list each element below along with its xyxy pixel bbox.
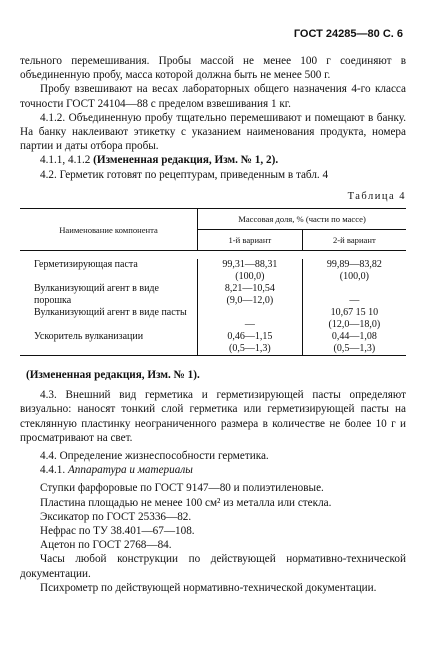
list-item: Нефрас по ТУ 38.401—67—108. [40, 525, 195, 538]
table-cell-v2: 0,44—1,08 (0,5—1,3) [302, 331, 406, 356]
table-cell-v1: 8,21—10,54 (9,0—12,0) [198, 283, 303, 307]
page-header: ГОСТ 24285—80 С. 6 [293, 28, 403, 40]
amendment-clause-numbers: 4.1.1, 4.1.2 [40, 154, 91, 167]
paragraph-4-4-1 [20, 463, 406, 477]
clause-title: Аппаратура и материалы [67, 464, 193, 477]
paragraph-4-3: 4.3. Внешний вид герметика и герметизирующей пасты определяют визуально: наносят тонкий слой герметика или герметизирующей пасты на стеклянную пластинку неограниченного размера в количестве не более 10 г и просматривают на свет. [20, 389, 406, 444]
column-header-variant-1: 1-й вариант [198, 230, 303, 251]
list-item: Психрометр по действующей нормативно-технической документации. [40, 581, 377, 594]
table-cell-v2: 99,89—83,82 (100,0) [302, 259, 406, 283]
table-4 [20, 208, 406, 356]
paragraph-continuation: тельного перемешивания. Пробы массой не менее 100 г соединяют в объединенную пробу, масса которой должна быть не менее 500 г. [20, 55, 406, 82]
table-cell-name: Герметизирующая паста [34, 259, 138, 271]
table-caption: Таблица 4 [347, 190, 406, 202]
paragraph-4-2: 4.2. Герметик готовят по рецептурам, приведенным в табл. 4 [40, 168, 329, 181]
list-item: Часы любой конструкции по действующей нормативно-технической документации. [20, 553, 406, 580]
table-row [20, 259, 406, 283]
paragraph-4-4: 4.4. Определение жизнеспособности герметика. [40, 450, 269, 463]
table-row [20, 307, 406, 331]
amendment-note-table: (Измененная редакция, Изм. № 1). [26, 369, 200, 382]
list-item: Ступки фарфоровые по ГОСТ 9147—80 и полиэтиленовые. [40, 482, 324, 495]
table-cell-v2: — [302, 283, 406, 307]
document-body [20, 54, 406, 595]
column-header-mass-fraction: Массовая доля, % (части по массе) [198, 209, 406, 230]
table-cell-v1: — [198, 307, 303, 331]
amendment-note-4-1 [20, 153, 406, 167]
list-item: Пластина площадью не менее 100 см² из металла или стекла. [40, 496, 332, 509]
list-item: Эксикатор по ГОСТ 25336—82. [40, 510, 192, 523]
paragraph-4-1-2: 4.1.2. Объединенную пробу тщательно перемешивают и помещают в банку. На банку наклеивают этикетку с указанием наименования продукта, номера партии и даты отбора пробы. [20, 111, 406, 153]
table-cell-name: Ускоритель вулканизации [20, 331, 198, 356]
table-cell-v1: 0,46—1,15 (0,5—1,3) [198, 331, 303, 356]
table-cell-name: Вулканизующий агент в виде порошка [34, 283, 159, 307]
paragraph-weighing: Пробу взвешивают на весах лабораторных общего назначения 4-го класса точности ГОСТ 24104—88 с пределом взвешивания 1 кг. [20, 83, 406, 110]
table-cell-v2: 10,67 15 10 (12,0—18,0) [302, 307, 406, 331]
table-cell-v1: 99,31—88,31 (100,0) [198, 259, 303, 283]
table-cell-name: Вулканизующий агент в виде пасты [34, 307, 187, 319]
table-row [20, 331, 406, 356]
column-header-component: Наименование компонента [20, 209, 198, 251]
amendment-text: (Измененная редакция, Изм. № 1, 2). [93, 154, 279, 167]
table-row [20, 283, 406, 307]
clause-number: 4.4.1. [40, 464, 66, 477]
column-header-variant-2: 2-й вариант [302, 230, 406, 251]
list-item: Ацетон по ГОСТ 2768—84. [40, 539, 172, 552]
